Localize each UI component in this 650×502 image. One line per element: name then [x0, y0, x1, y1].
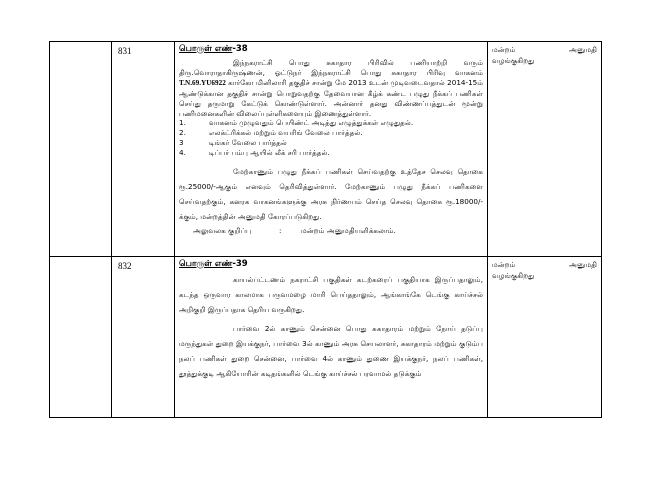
subject-heading: [179, 259, 483, 270]
item-body: [175, 42, 488, 257]
paragraph: காயல்பட்டணம் நகராட்சி பகுதிகள் கடற்கரைப் பகுதியாக இருப்பதாலும், கடந்த ஒருவார காலமாக பருவமழை மாரி பெய்ததாலும், ஆங்காங்கே டெங்கு காய்ச்சல் அறிகுறி இருப்பதாக தெரிய வருகிறது.: [179, 275, 483, 314]
subject-label: பொருள் எண்: [179, 259, 233, 269]
paragraph: பார்வை 2ல் காணும் சென்னை பொது சுகாதாரம் மற்றும் நோய் தடுப்பு மருந்துகள் துறை இயக்குநர், பார்வை 3ல் காணும் அரசு செயலாளர், சுகாதாரம் மற்றும் குடும்ப நலப் பணிகள் துறை சென்னை, பார்வை 4ல் காணும் துணை இயக்குநர், நலப் பணிகள், தூத்துக்குடி ஆகியோரின் கடிதங்களில் டெங்கு காய்ச்சல் பரவாமல் தடுக்கும்: [179, 324, 483, 378]
list-item: 4. டிப்பர் பம்பு ஆயில் லீக் சரி பார்த்தல்.: [179, 148, 330, 158]
repair-list: [179, 118, 483, 158]
note-text: மன்றம் அனுமதியளிக்கலாம்.: [301, 226, 396, 236]
subject-number: -38: [232, 44, 248, 54]
table-row: [50, 257, 602, 418]
list-item: 1. வாகனம் முழுவதும் பெயிண்ட் அடித்து எழுத்துக்கள் எழுதுதல்.: [179, 118, 414, 128]
office-note: அலுவலக குறிப்பு : மன்றம் அனுமதியளிக்கலாம்.: [179, 224, 483, 238]
minutes-table: [49, 41, 602, 418]
list-item: 2. எலக்ட்ரிக்கல் மற்றும் வயரிங் வேலை பார்த்தல்.: [179, 128, 363, 138]
subject-heading: [179, 44, 483, 55]
paragraph: மேற்காணும் பழுது நீக்கப் பணிகள் செய்வதற்கு உத்தேச செலவு தொகை ரூ.25000/-ஆகும் எனவும் தெரிவித்துள்ளார். மேற்காணும் பழுது நீக்கப் பணிகளை செய்வதற்கும், கனரக வாகனங்களுக்கு அரசு நிர்ணயம் செய்த செலவு தொகை ரூ.18000/-க்கும், மன்றத்தின் அனுமதி கோரப்படுகிறது.: [179, 167, 483, 222]
subject-number: -39: [232, 259, 248, 269]
note-label: அலுவலக குறிப்பு: [193, 226, 252, 236]
resolution-cell: மன்றம் அனுமதி வழங்குகிறது: [488, 42, 602, 257]
paragraph: இந்நகராட்சி பொது சுகாதார பிரிவில் பணியாற்றி வரும் திரு.வொராதாகிருஷ்ணன், ஓட்டுநர் இந்நகராட்சி பொது சுகாதார பிரிவு வாகனம் T.N.69.YU6922 கார்கோ மினிலாரி தகுதிச் சான்று மே 2013 உடன் முடிவடைவதால் 2014-15ம் ஆண்டுக்கான தகுதிச் சான்று பொறுவதற்கு தேவையான கீழ்க் கண்ட பழுது நீக்கப் பணிகள் செய்து தருமாறு கேட்டுக் கொண்டுள்ளார். அன்னார் தனது விண்ணப்பத்துடன் மூன்று பணிமனைகளின் விலைப்புள்ளிகளையும் இணைத்துள்ளார்.: [179, 58, 483, 118]
blank-cell: [50, 257, 112, 418]
list-item: 3 டிங்கர் வேலை பார்த்தல்: [179, 138, 287, 148]
resolution-cell: மன்றம் அனுமதி வழங்குகிறது: [488, 257, 602, 418]
subject-label: பொருள் எண்: [179, 44, 233, 54]
vehicle-number: T.N.69.YU6922: [179, 78, 226, 87]
blank-cell: [50, 42, 112, 257]
item-number: 832: [112, 257, 175, 418]
table-row: [50, 42, 602, 257]
item-number: 831: [112, 42, 175, 257]
item-body: [175, 257, 488, 418]
